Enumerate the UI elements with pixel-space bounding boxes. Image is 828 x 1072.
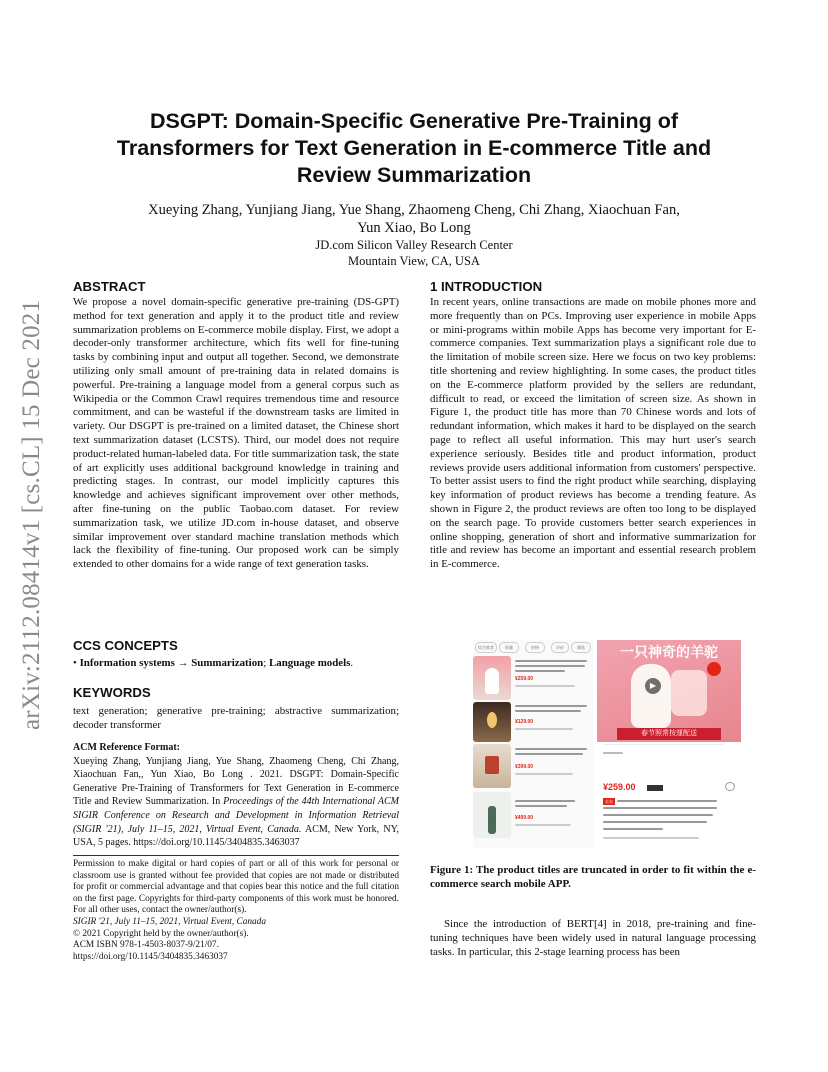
- tab-price: 价格: [525, 642, 545, 653]
- title-line-3: Review Summarization: [296, 163, 532, 187]
- affiliation: [80, 237, 748, 269]
- keywords-text: text generation; generative pre-training; abstractive summarization; decoder transformer: [73, 705, 399, 731]
- ccs-heading: CCS CONCEPTS: [73, 638, 178, 653]
- abstract-text: We propose a novel domain-specific generative pre-training (DS-GPT) method for text generation and apply it to the product title and review summarization problems on E-commerce mobile display. First, we adopt a decoder-only transformer architecture, which fits well for fine-tuning tasks by combining input and output all together. Second, we demonstrate utilizing only small amount of pre-training data in related domains is powerful. Pre-training a language model from a general corpus such as Wikipedia or the Common Crawl requires tremendous time and resource commitment, and can be wasteful if the downstream tasks are limited in variety. Our DSGPT is pre-trained on a limited dataset, the Chinese short text summarization dataset (LCSTS). Third, our model does not require product-related human-labeled data. For title summarization task, the state of art explicitly uses additional background knowledge in training and predicting stages. In contrast, our model implicitly captures this knowledge and achieves significant improvement over other methods, after fine-tuning on the public Taobao.com dataset. For review summarization task, we utilize JD.com in-house dataset, and observe similar improvement over standard machine translation methods which lack the flexibility of fine-tuning. Our proposed work can be simply extended to other domains for a wide range of text generation tasks.: [73, 296, 399, 571]
- introduction-heading: 1 INTRODUCTION: [430, 279, 543, 294]
- product-hero-image: [597, 640, 741, 742]
- ccs-separator: ;: [263, 657, 267, 669]
- product-thumb-bottle: [473, 792, 511, 838]
- author-list: [80, 201, 748, 237]
- product-detail-panel: [597, 640, 741, 848]
- acm-reference: [73, 741, 399, 850]
- tab-sales: 销量: [499, 642, 519, 653]
- ccs-end: .: [350, 657, 354, 669]
- acm-reference-proceedings: Proceedings of the 44th International ACM SIGIR Conference on Research and Development in Information Retrieval (SIGIR '21), July 11–15, 2021, Virtual Event, Canada.: [73, 796, 399, 835]
- tab-filter: 筛选: [571, 642, 591, 653]
- product-price-3: ¥399.00: [515, 764, 534, 770]
- venue-line: SIGIR '21, July 11–15, 2021, Virtual Event, Canada: [73, 916, 266, 927]
- promo-badge: [707, 662, 721, 676]
- product-price-1: ¥259.00: [515, 676, 534, 682]
- paper-title: [80, 108, 748, 189]
- product-price-4: ¥499.00: [515, 815, 534, 821]
- ccs-term-language-models: Language models: [268, 657, 351, 669]
- introduction-text: In recent years, online transactions are made on mobile phones more and more frequently than on PCs. Improving user experience in mobile Apps or mini-programs within mobile Apps has become very important for E-commerce companies. Text summarization plays a significant role due to the limitation of mobile screen size. Here we focus on two key problems: title shortening and review highlighting. In some cases, the product titles on the E-commerce platform provided by the sellers are redundant, difficult to read, or exceed the limitation of screen size. As shown in Figure 1, the product title has more than 70 Chinese words and lots of redundant information, which makes it hard to be displayed on the search page to reflect all useful information. This may hurt user's search experience seriously. Besides title and product information, product reviews provide users additional information from customers' perspective. To better assist users to find the right product while searching, displaying key information of product reviews has become a trending feature. As shown in Figure 2, the product reviews are often too long to be displayed on the search page. To provide customers better search experiences in online shopping, generation of short and informative summarization for title and review has become an important and essential research problem in E-commerce.: [430, 296, 756, 571]
- ccs-term-information-systems: Information systems: [79, 657, 175, 669]
- affiliation-location: Mountain View, CA, USA: [348, 254, 480, 268]
- ccs-arrow: →: [177, 657, 189, 669]
- continuation-text: Since the introduction of BERT[4] in 2018, pre-training and fine-tuning techniques have been widely used in natural language processing tasks. In particular, this 2-stage learning process has been: [430, 918, 756, 958]
- isbn-line: ACM ISBN 978-1-4503-8037-9/21/07.: [73, 940, 219, 951]
- detail-price: ¥259.00: [603, 782, 636, 792]
- heart-icon[interactable]: [725, 782, 735, 791]
- ccs-term-summarization: Summarization: [191, 657, 264, 669]
- affiliation-name: JD.com Silicon Valley Research Center: [315, 238, 513, 252]
- product-price-2: ¥129.00: [515, 719, 534, 725]
- figure-1-caption: Figure 1: The product titles are truncated in order to fit within the e-commerce search mobile APP.: [430, 864, 756, 890]
- title-line-2: Transformers for Text Generation in E-commerce Title and: [116, 136, 712, 160]
- play-icon[interactable]: ▶: [645, 678, 661, 694]
- tab-reviews: 评价: [551, 642, 569, 653]
- arxiv-stamp: arXiv:2112.08414v1 [cs.CL] 15 Dec 2021: [18, 299, 45, 730]
- abstract-heading: ABSTRACT: [73, 279, 146, 294]
- copyright-line: © 2021 Copyright held by the owner/author(s).: [73, 928, 249, 939]
- keywords-heading: KEYWORDS: [73, 685, 151, 700]
- search-list-panel: [473, 640, 593, 848]
- product-thumb-gift: [473, 744, 511, 788]
- alpaca-shape: [485, 668, 499, 694]
- authors-line-2: Yun Xiao, Bo Long: [357, 220, 471, 236]
- product-thumb-alpaca: [473, 656, 511, 700]
- footnote-divider: [73, 855, 399, 856]
- promo-strip: 春节照常按運配送: [617, 728, 721, 740]
- acm-reference-heading: ACM Reference Format:: [73, 742, 180, 753]
- permission-notice: Permission to make digital or hard copies of part or all of this work for personal or classroom use is granted without fee provided that copies are not made or distributed for profit or commercial advantage and that copies bear this notice and the full citation on the first page. Copyrights for third-party components of this work must be honored. For all other uses, contact the owner/author(s).: [73, 859, 399, 916]
- tab-recommend: 综合推荐: [475, 642, 497, 653]
- title-line-1: DSGPT: Domain-Specific Generative Pre-Training of: [149, 109, 679, 133]
- acm-reference-authors: Xueying Zhang, Yunjiang Jiang, Yue Shang, Zhaomeng Cheng, Chi Zhang, Xiaochuan Fan,, Yun Xiao, Bo Long . 2021. DSGPT: Domain-Specific Generative Pre-Training of Transformers for Text Generation in E-commerce Title and Review Summarization. In: [73, 755, 399, 808]
- ccs-bullet: •: [73, 657, 77, 669]
- hero-banner-text: 一只神奇的羊驼: [620, 644, 718, 660]
- footnote: [73, 859, 399, 963]
- figure-1-screenshot: [473, 640, 741, 848]
- jd-badge: 京东: [605, 799, 613, 804]
- acm-reference-tail: ACM, New York, NY, USA, 5 pages. https://doi.org/10.1145/3404835.3463037: [73, 823, 399, 849]
- doi-link[interactable]: https://doi.org/10.1145/3404835.3463037: [73, 951, 228, 962]
- alpaca-plush: [631, 664, 671, 728]
- authors-line-1: Xueying Zhang, Yunjiang Jiang, Yue Shang, Zhaomeng Cheng, Chi Zhang, Xiaochuan Fan,: [148, 202, 680, 218]
- ccs-concepts: [73, 657, 399, 671]
- product-thumb-lamp: [473, 702, 511, 742]
